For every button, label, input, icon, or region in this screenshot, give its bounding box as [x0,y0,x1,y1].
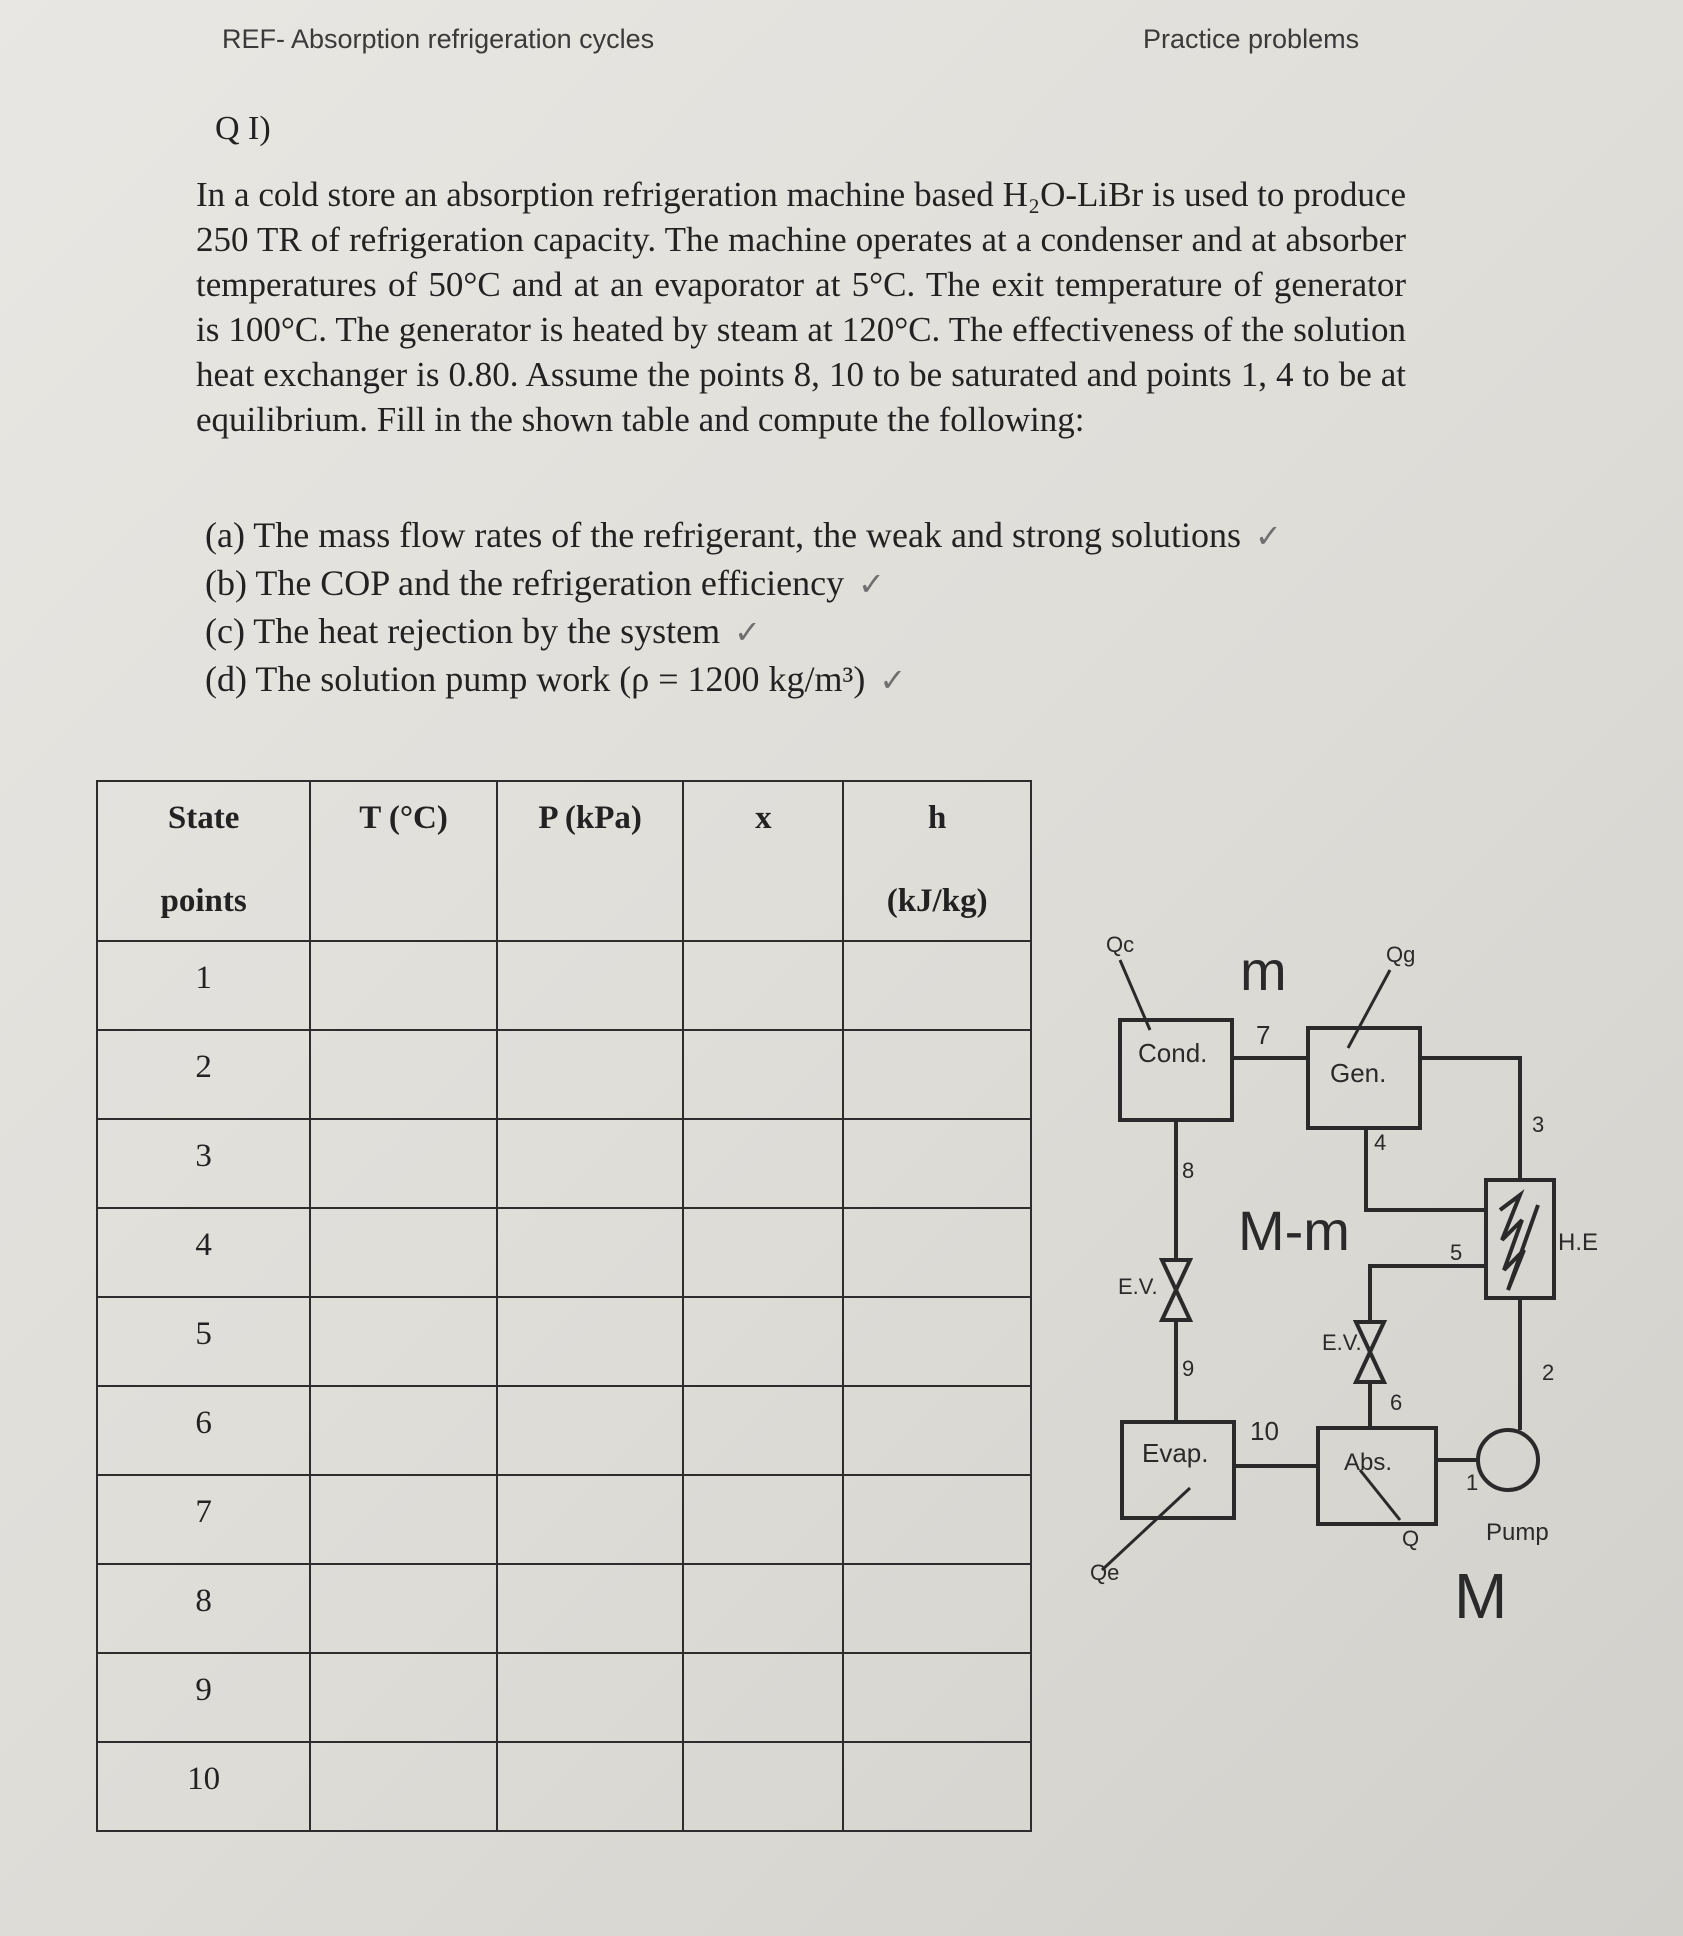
p-cell[interactable] [497,1297,684,1386]
table-row [97,1653,1031,1742]
generator-label: Gen. [1330,1058,1387,1088]
ev-right-label: E.V. [1322,1330,1362,1355]
expansion-valve-left-icon [1162,1260,1190,1320]
task-item: (b) The COP and the refrigeration efficiency ✓ [205,563,885,603]
evaporator-label: Evap. [1142,1438,1209,1468]
point-label: 9 [1182,1356,1195,1381]
table-row [97,1564,1031,1653]
point-label: 2 [1542,1360,1555,1385]
checkmark-icon: ✓ [858,565,885,603]
absorption-cycle-diagram [1090,910,1610,1670]
table-header-row [97,781,1031,941]
point-label: 8 [1182,1158,1195,1183]
evaporator-box [1122,1422,1234,1518]
question-text: In a cold store an absorption refrigeration machine based H₂O-LiBr is used to produce 250 TR of refrigeration capacity. The machine operates at a condenser and at absorber temperatures of 50°C and at an evaporator at 5°C. The exit temperature of generator is 100°C. The generator is heated by steam at 120°C. The effectiveness of the solution heat exchanger is 0.80. Assume the points 8, 10 to be saturated and points 1, 4 to be at equilibrium. Fill in the shown table and compute the following: [196,175,1406,439]
h-cell[interactable] [843,1564,1031,1653]
state-cell: 7 [97,1475,310,1564]
x-cell[interactable] [683,941,843,1030]
checkmark-icon: ✓ [1255,517,1282,555]
checkmark-icon: ✓ [879,661,907,699]
absorber-box [1318,1428,1436,1524]
qa-label: Q [1402,1526,1420,1551]
h-cell[interactable] [843,1119,1031,1208]
p-cell[interactable] [497,1208,684,1297]
x-cell[interactable] [683,1742,843,1831]
state-cell: 2 [97,1030,310,1119]
pipe-3 [1420,1058,1520,1180]
t-cell[interactable] [310,1297,497,1386]
h-cell[interactable] [843,1030,1031,1119]
pump-circle [1478,1430,1538,1490]
point-label: 10 [1250,1416,1279,1446]
x-cell[interactable] [683,1030,843,1119]
point-label: 6 [1390,1390,1403,1415]
qa-arrow [1360,1470,1400,1520]
h-cell[interactable] [843,1653,1031,1742]
state-cell: 4 [97,1208,310,1297]
state-cell: 10 [97,1742,310,1831]
p-cell[interactable] [497,1653,684,1742]
x-cell[interactable] [683,1653,843,1742]
p-cell[interactable] [497,1475,684,1564]
x-cell[interactable] [683,1119,843,1208]
p-cell[interactable] [497,1564,684,1653]
state-points-table [96,780,1032,1832]
t-cell[interactable] [310,941,497,1030]
header-cell: h (kJ/kg) [843,781,1031,941]
qe-label: Qe [1090,1560,1120,1585]
task-list [205,512,1282,704]
table-row [97,1297,1031,1386]
state-cell: 9 [97,1653,310,1742]
Mm-label: M-m [1238,1199,1350,1262]
x-cell[interactable] [683,1564,843,1653]
t-cell[interactable] [310,1119,497,1208]
point-label: 4 [1374,1130,1387,1155]
point-label: 5 [1450,1240,1463,1265]
condenser-label: Cond. [1138,1038,1208,1068]
t-cell[interactable] [310,1742,497,1831]
point-label: 7 [1256,1020,1271,1050]
t-cell[interactable] [310,1386,497,1475]
qg-arrow [1348,970,1390,1048]
t-cell[interactable] [310,1653,497,1742]
checkmark-icon: ✓ [734,613,761,651]
header-right: Practice problems [1143,24,1360,54]
x-cell[interactable] [683,1475,843,1564]
task-item: (a) The mass flow rates of the refrigerant, the weak and strong solutions ✓ [205,515,1282,555]
h-cell[interactable] [843,1475,1031,1564]
pipe-5 [1370,1266,1486,1322]
table-row [97,1475,1031,1564]
pump-label: Pump [1486,1519,1549,1546]
state-cell: 5 [97,1297,310,1386]
heat-exchanger-label: H.E [1558,1229,1599,1256]
m-label: m [1240,939,1287,1002]
p-cell[interactable] [497,1742,684,1831]
absorber-label: Abs. [1344,1449,1393,1476]
qg-label: Qg [1386,942,1416,967]
table-row [97,1208,1031,1297]
task-item: (d) The solution pump work (ρ = 1200 kg/m³) ✓ [205,659,907,699]
state-cell: 1 [97,941,310,1030]
table-row [97,1030,1031,1119]
x-cell[interactable] [683,1297,843,1386]
p-cell[interactable] [497,1030,684,1119]
condenser-box [1120,1020,1232,1120]
point-label: 3 [1532,1112,1545,1137]
state-cell: 6 [97,1386,310,1475]
header-cell: P (kPa) [497,781,684,941]
p-cell[interactable] [497,941,684,1030]
ev-left-label: E.V. [1118,1274,1158,1299]
t-cell[interactable] [310,1564,497,1653]
t-cell[interactable] [310,1475,497,1564]
header-cell: x [683,781,843,941]
qe-arrow [1102,1488,1190,1570]
M-label: M [1454,1560,1508,1632]
t-cell[interactable] [310,1208,497,1297]
header-left: REF- Absorption refrigeration cycles [222,24,655,54]
x-cell[interactable] [683,1208,843,1297]
p-cell[interactable] [497,1386,684,1475]
header-cell: T (°C) [310,781,497,941]
h-cell[interactable] [843,1297,1031,1386]
state-cell: 8 [97,1564,310,1653]
table-row [97,1386,1031,1475]
qc-label: Qc [1106,932,1135,957]
state-cell: 3 [97,1119,310,1208]
question-number: Q I) [215,110,271,147]
h-cell[interactable] [843,941,1031,1030]
h-cell[interactable] [843,1386,1031,1475]
table-row [97,1119,1031,1208]
task-item: (c) The heat rejection by the system ✓ [205,611,761,651]
point-label: 1 [1466,1470,1479,1495]
t-cell[interactable] [310,1030,497,1119]
x-cell[interactable] [683,1386,843,1475]
p-cell[interactable] [497,1119,684,1208]
table-row [97,1742,1031,1831]
h-cell[interactable] [843,1208,1031,1297]
table-row [97,941,1031,1030]
header-cell: State points [97,781,310,941]
h-cell[interactable] [843,1742,1031,1831]
heat-exchanger-coil [1500,1195,1538,1290]
